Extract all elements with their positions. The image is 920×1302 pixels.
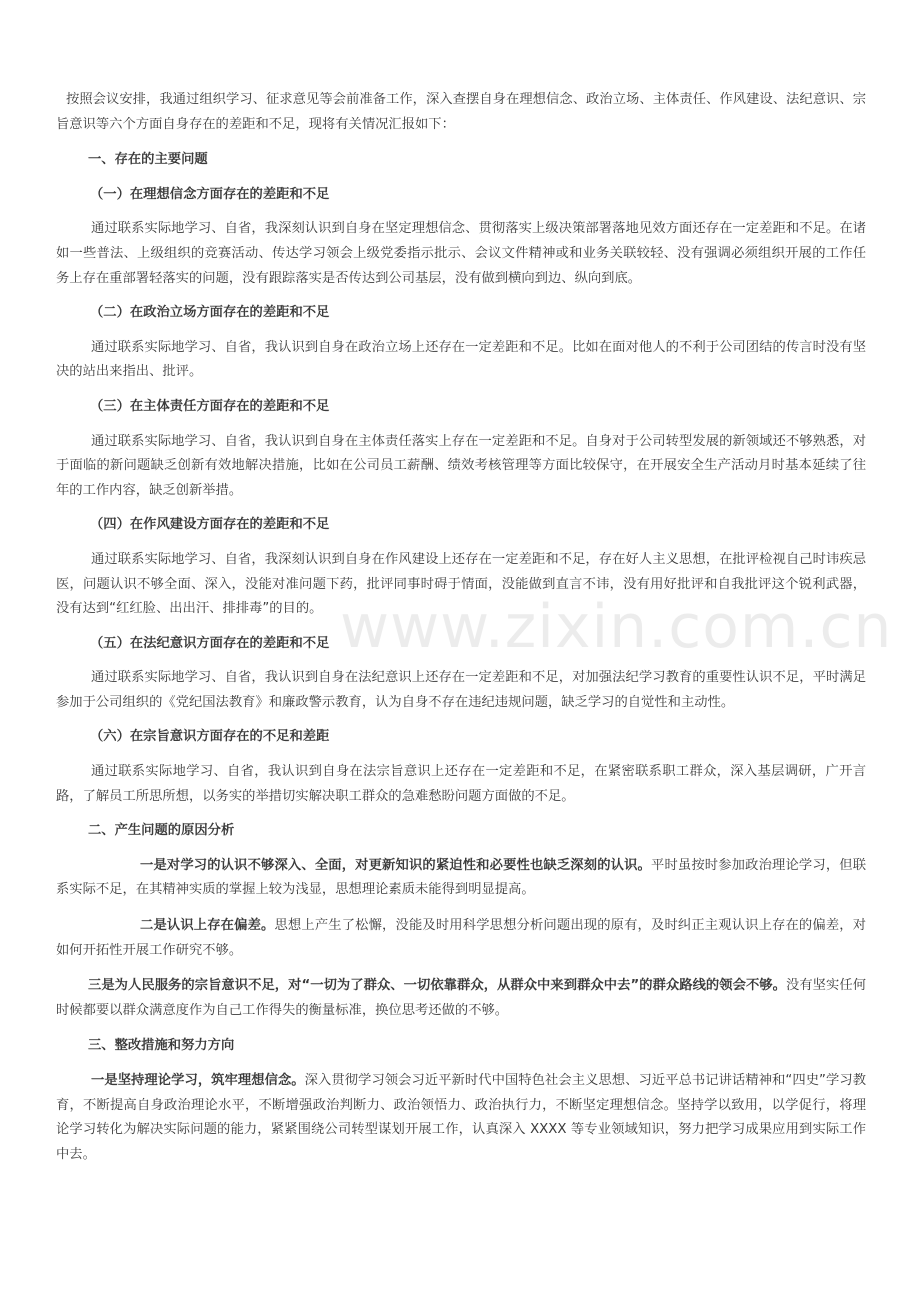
cause-text: 没有坚实任何时候都要以群众满意度作为自己工作得失的衡量标准，换位思考还做的不够。 [56, 978, 867, 1018]
subsection-paragraph: 通过联系实际地学习、自省，我认识到自身在法宗旨意识上还存在一定差距和不足，在紧密联系职工群众，深入基层调研，广开言路，了解员工所思所想，以务实的举措切实解决职工群众的急难愁盼问题方面做的不足。 [56, 764, 866, 804]
section-3-heading: 三、整改措施和努力方向 [88, 1038, 235, 1054]
subsection-heading: （三）在主体责任方面存在的差距和不足 [90, 398, 330, 414]
subsection-heading: （四）在作风建设方面存在的差距和不足 [90, 517, 330, 533]
section-2-heading: 二、产生问题的原因分析 [88, 823, 235, 839]
watermark: www.zixin.com.cn [340, 592, 893, 662]
cause-lead: 三是为人民服务的宗旨意识不足，对“一切为了群众、一切依靠群众，从群众中来到群众中去”的群众路线的领会不够。 [88, 978, 786, 994]
subsection-heading: （五）在法纪意识方面存在的差距和不足 [90, 635, 330, 651]
subsection-paragraph: 通过联系实际地学习、自省，我认识到自身在主体责任落实上存在一定差距和不足。自身对于公司转型发展的新领域还不够熟悉，对于面临的新问题缺乏创新有效地解决措施，比如在公司员工薪酬、绩效考核管理等方面比较保守，在开展安全生产活动月时基本延续了往年的工作内容，缺乏创新举措。 [56, 433, 866, 498]
cause-paragraph [56, 974, 866, 1023]
section-1-heading: 一、存在的主要问题 [88, 152, 208, 168]
action-text: 深入贯彻学习领会习近平新时代中国特色社会主义思想、习近平总书记讲话精神和“四史”学习教育，不断提高自身政治理论水平，不断增强政治判断力、政治领悟力、政治执行力，不断坚定理想信念。坚持学以致用，以学促行，将理论学习转化为解决实际问题的能力，紧紧围绕公司转型谋划开展工作，认真深入 XXXX 等专业领域知识，努力把学习成果应用到实际工作中去。 [56, 1073, 867, 1162]
cause-text: 思想上产生了松懈，没能及时用科学思想分析问题出现的原有，及时纠正主观认识上存在的偏差，对如何开拓性开展工作研究不够。 [56, 918, 867, 958]
intro-paragraph: 按照会议安排，我通过组织学习、征求意见等会前准备工作，深入查摆自身在理想信念、政治立场、主体责任、作风建设、法纪意识、宗旨意识等六个方面自身存在的差距和不足，现将有关情况汇报如下： [56, 92, 866, 132]
subsection-paragraph: 通过联系实际地学习、自省，我认识到自身在法纪意识上还存在一定差距和不足，对加强法纪学习教育的重要性认识不足，平时满足参加于公司组织的《党纪国法教育》和廉政警示教育，认为自身不存在违纪违规问题，缺乏学习的自觉性和主动性。 [56, 670, 866, 710]
subsection-paragraph: 通过联系实际地学习、自省，我深刻认识到自身在坚定理想信念、贯彻落实上级决策部署落地见效方面还存在一定差距和不足。在诸如一些普法、上级组织的竞赛活动、传达学习领会上级党委指示批示、会议文件精神或和业务关联较轻、没有强调必须组织开展的工作任务上存在重部署轻落实的问题，没有跟踪落实是否传达到公司基层，没有做到横向到边、纵向到底。 [56, 221, 866, 286]
cause-paragraph [56, 914, 866, 963]
subsection-paragraph: 通过联系实际地学习、自省，我认识到自身在政治立场上还存在一定差距和不足。比如在面对他人的不利于公司团结的传言时没有坚决的站出来指出、批评。 [56, 339, 866, 380]
action-paragraph [56, 1069, 866, 1167]
cause-lead: 一是对学习的认识不够深入、全面，对更新知识的紧迫性和必要性也缺乏深刻的认识。 [140, 857, 651, 873]
subsection-heading: （二）在政治立场方面存在的差距和不足 [90, 305, 330, 321]
action-lead: 一是坚持理论学习，筑牢理想信念。 [91, 1073, 305, 1088]
subsection-paragraph: 通过联系实际地学习、自省，我深刻认识到自身在作风建设上还存在一定差距和不足，存在好人主义思想，在批评检视自己时讳疾忌医，问题认识不够全面、深入，没能对准问题下药，批评同事时碍于情面，没能做到直言不讳，没有用好批评和自我批评这个锐利武器，没有达到“红红脸、出出汗、排排毒”的目的。 [56, 551, 866, 617]
subsection-heading: （一）在理想信念方面存在的差距和不足 [90, 186, 330, 202]
subsection-heading: （六）在宗旨意识方面存在的不足和差距 [90, 729, 330, 745]
cause-paragraph [56, 854, 866, 903]
document-body [56, 88, 866, 1177]
cause-lead: 二是认识上存在偏差。 [140, 918, 275, 934]
cause-text: 平时虽按时参加政治理论学习，但联系实际不足，在其精神实质的掌握上较为浅显，思想理论素质未能得到明显提高。 [56, 857, 867, 898]
